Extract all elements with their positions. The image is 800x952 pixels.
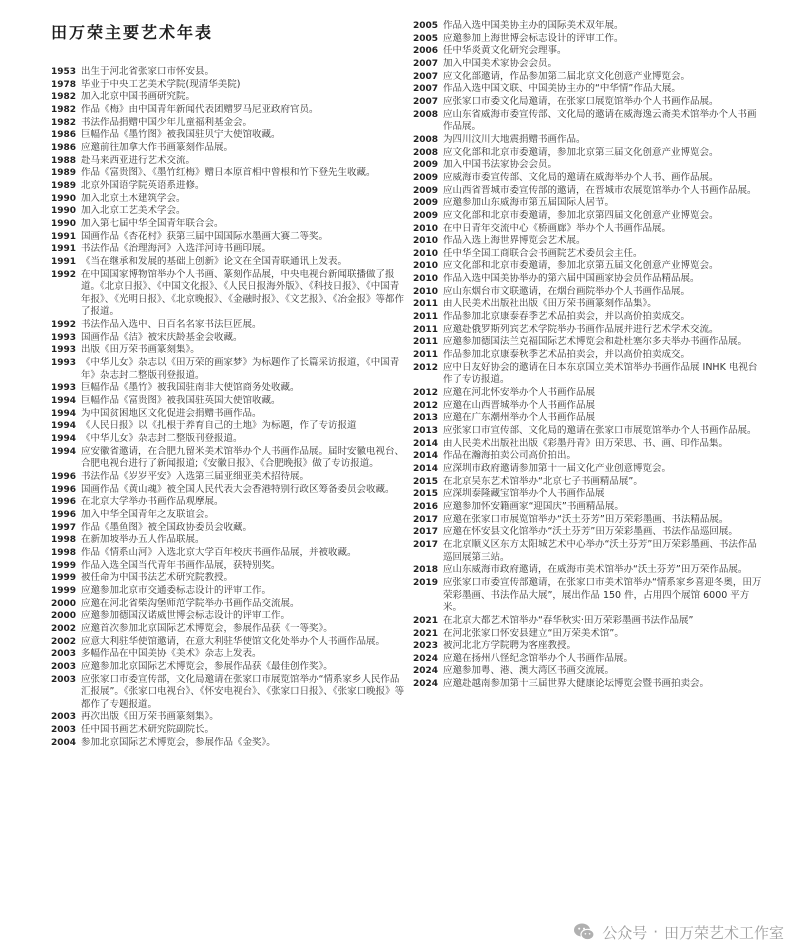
entry-year: 2023	[413, 641, 439, 652]
entry-text: 作品《梅》由中国青年新闻代表团赠罗马尼亚政府官员。	[81, 103, 319, 115]
entry-year: 1993	[51, 332, 77, 343]
chronology-entry	[413, 172, 763, 185]
chronology-entry	[413, 83, 763, 96]
entry-year: 1994	[51, 434, 77, 445]
entry-text: 应邀参加怀安籍画家“迎国庆”书画精品展。	[443, 500, 624, 512]
chronology-entry	[51, 598, 407, 611]
entry-text: 北京外国语学院英语系进修。	[81, 179, 205, 191]
entry-year: 2010	[413, 286, 439, 297]
entry-text: 应安徽省邀请，在合肥九留米美术馆举办个人书画作品展。届时安徽电视台、合肥电视台进行了新闻报道;《安徽日报》、《合肥晚报》做了专访报道。	[81, 445, 405, 470]
watermark-separator: ·	[653, 923, 658, 941]
entry-text: 加入第七届中华全国青年联合会。	[81, 217, 224, 229]
entry-text: 在中国国家博物馆举办个人书画、篆刻作品展，中央电视台新闻联播做了报道。《北京日报》、《中国文化报》、《人民日报海外版》、《科技日报》、《中国青年报》、《光明日报》、《北京晚报》、《金融时报》、《文艺报》、《冶金报》等都作了报道。	[81, 268, 405, 318]
entry-year: 2009	[413, 185, 439, 196]
entry-year: 2010	[413, 223, 439, 234]
chronology-entry	[413, 197, 763, 210]
entry-year: 2014	[413, 438, 439, 449]
entry-text: 作品入选全国当代青年书画作品展，获特别奖。	[81, 559, 281, 571]
chronology-entry	[51, 205, 407, 218]
entry-text: 作品参加北京康泰秋季艺术品拍卖会，并以高价拍卖成交。	[443, 349, 691, 361]
chronology-entry	[51, 408, 407, 421]
chronology-entry	[51, 66, 407, 79]
entry-text: 应邀首次参加北京国际艺术博览会，参展作品获《一等奖》。	[81, 622, 333, 634]
chronology-entry	[51, 243, 407, 256]
entry-text: 应文化部邀请，作品参加第二届北京文化创意产业博览会。	[443, 70, 691, 82]
chronology-entry	[51, 623, 407, 636]
entry-text: 作品在瀚海拍卖公司高价拍出。	[443, 450, 577, 462]
entry-text: 多幅作品在中国美协《美术》杂志上发表。	[81, 648, 262, 660]
entry-year: 2003	[51, 674, 77, 685]
entry-year: 1986	[51, 142, 77, 153]
chronology-entry	[51, 382, 407, 395]
chronology-entry	[413, 298, 763, 311]
entry-year: 2002	[51, 636, 77, 647]
chronology-entry	[51, 155, 407, 168]
entry-year: 1998	[51, 535, 77, 546]
entry-year: 1993	[51, 358, 77, 369]
entry-year: 2013	[413, 426, 439, 436]
entry-text: 国画作品《黄山魂》被全国人民代表大会香港特别行政区筹备委员会收藏。	[81, 483, 395, 495]
entry-text: 书法作品《岁岁平安》入选第三届亚细亚美术招待展。	[81, 471, 310, 482]
entry-text: 应邀在河北怀安举办个人书画作品展	[443, 387, 596, 399]
entry-text: 应邀在山西晋城举办个人书画作品展	[443, 399, 596, 411]
chronology-entry	[413, 20, 763, 33]
chronology-entry	[51, 446, 407, 471]
entry-year: 2017	[413, 539, 439, 550]
entry-year: 2013	[413, 413, 439, 424]
entry-year: 1989	[51, 180, 77, 191]
entry-text: 应文化部和北京市委邀请，参加北京第五届文化创意产业博览会。	[443, 260, 719, 272]
entry-year: 2017	[413, 514, 439, 525]
entry-year: 2008	[413, 109, 439, 120]
chronology-entry	[413, 273, 763, 286]
entry-text: 作品《墨鱼图》被全国政协委员会收藏。	[81, 521, 253, 533]
chronology-right-column	[413, 20, 763, 691]
entry-text: 在北京顺义区东方太阳城艺术中心举办“沃土芬芳”田万荣彩墨画、书法作品巡回展第三站。	[443, 538, 757, 563]
entry-text: 应邀前往加拿大作书画篆刻作品展。	[81, 141, 234, 153]
chronology-entry	[413, 665, 763, 678]
entry-text: 由人民美术出版社出版《田万荣书画篆刻作品集》。	[443, 298, 657, 310]
entry-year: 2010	[413, 248, 439, 259]
entry-text: 应文化部和北京市委邀请，参加北京第三届文化创意产业博览会。	[443, 146, 719, 158]
chronology-entry	[413, 147, 763, 160]
entry-text: 应意大利驻华使馆邀请，在意大利驻华使馆文化处举办个人书画作品展。	[81, 635, 386, 647]
entry-text: 在北京大都艺术馆举办“春华秋实·田万荣彩墨画书法作品展”	[443, 614, 694, 626]
entry-text: 作品入选中国美协主办的国际美术双年展。	[443, 20, 624, 31]
entry-text: 任中华全国工商联合会书画院艺术委员会主任。	[443, 247, 643, 259]
entry-text: 应张家口市委宣传部邀请，在张家口市美术馆举办“情系家乡喜迎冬奥，田万荣彩墨画、书法作品大展”，展出作品 150 件，占用四个展馆 6000 平方米。	[443, 576, 762, 614]
chronology-entry	[51, 737, 407, 750]
chronology-entry	[51, 711, 407, 724]
chronology-entry	[51, 104, 407, 117]
entry-year: 2000	[51, 598, 77, 609]
chronology-entry	[51, 522, 407, 535]
chronology-entry	[51, 560, 407, 573]
entry-text: 应文化部和北京市委邀请，参加北京第四届文化创意产业博览会。	[443, 209, 719, 221]
entry-text: 被任命为中国书法艺术研究院教授。	[81, 572, 234, 584]
entry-text: 巨幅作品《墨竹图》被我国驻贝宁大使馆收藏。	[81, 129, 281, 141]
entry-year: 2017	[413, 527, 439, 538]
entry-year: 2014	[413, 463, 439, 474]
chronology-entry	[51, 471, 407, 484]
entry-year: 2015	[413, 476, 439, 487]
entry-year: 2003	[51, 725, 77, 736]
chronology-entry	[51, 484, 407, 497]
chronology-entry	[51, 661, 407, 674]
entry-year: 1999	[51, 573, 77, 584]
entry-year: 2011	[413, 299, 439, 310]
entry-year: 2010	[413, 236, 439, 247]
entry-year: 2011	[413, 337, 439, 348]
chronology-entry	[413, 336, 763, 349]
entry-year: 1991	[51, 231, 77, 242]
entry-year: 2011	[413, 324, 439, 335]
entry-text: 毕业于中央工艺美术学院(现清华美院)	[81, 78, 241, 90]
chronology-entry	[413, 134, 763, 147]
wechat-icon	[572, 920, 596, 944]
entry-year: 1990	[51, 206, 77, 217]
entry-text: 任中华炎黄文化研究会理事。	[443, 45, 567, 57]
chronology-entry	[51, 332, 407, 345]
entry-year: 1990	[51, 193, 77, 204]
entry-text: 应山东烟台市文联邀请，在烟台画院举办个人书画作品展。	[443, 285, 691, 297]
entry-year: 2008	[413, 134, 439, 145]
entry-text: 应张家口市委宣传部，文化局邀请在张家口市展览馆举办“情系家乡人民作品汇报展”。《张家口电视台》、《怀安电视台》、《张家口日报》、《张家口晚报》等都作了专题报道。	[81, 673, 405, 710]
page-title: 田万荣主要艺术年表	[51, 23, 214, 42]
chronology-entry	[51, 496, 407, 509]
chronology-entry	[413, 45, 763, 58]
entry-text: 为四川汶川大地震捐赠书画作品。	[443, 133, 586, 145]
entry-text: 书法作品《治理海河》入选洋河诗书画印展。	[81, 243, 272, 255]
entry-year: 2007	[413, 84, 439, 95]
chronology-entry	[51, 547, 407, 560]
entry-text: 加入北京中国书画研究院。	[81, 91, 196, 103]
entry-year: 1978	[51, 79, 77, 90]
entry-text: 加入北京工艺美术学会。	[81, 205, 186, 217]
entry-text: 作品入选上海世界博览会艺术展。	[443, 235, 586, 247]
entry-year: 2010	[413, 261, 439, 272]
entry-text: 作品《情系山河》入选北京大学百年校庆书画作品展，并被收藏。	[81, 546, 357, 558]
entry-text: 应邀参加北京市交通委标志设计的评审工作。	[81, 584, 272, 596]
chronology-entry	[51, 509, 407, 522]
watermark-account: 田万荣艺术工作室	[663, 923, 784, 942]
entry-year: 1993	[51, 383, 77, 394]
chronology-entry	[413, 311, 763, 324]
entry-year: 2014	[413, 451, 439, 462]
chronology-entry	[413, 223, 763, 236]
chronology-entry	[51, 610, 407, 623]
chronology-entry	[51, 420, 407, 433]
entry-text: 《当在继承和发展的基础上创新》论文在全国青联通讯上发表。	[81, 255, 348, 267]
entry-year: 1992	[51, 320, 77, 331]
entry-text: 应张家口市宣传部、文化局的邀请在张家口市展览馆举办个人书画作品展。	[443, 425, 757, 436]
entry-year: 1982	[51, 92, 77, 103]
chronology-entry	[51, 269, 407, 320]
chronology-entry	[51, 534, 407, 547]
chronology-entry	[413, 501, 763, 514]
chronology-entry	[413, 109, 763, 134]
chronology-entry	[51, 231, 407, 244]
entry-text: 在中日青年交流中心《桥画廊》举办个人书画作品展。	[443, 222, 672, 234]
entry-year: 2015	[413, 489, 439, 500]
entry-text: 应邀赴越南参加第十三届世界大健康论坛博览会暨书画拍卖会。	[443, 678, 710, 690]
entry-text: 加入中国美术家协会会员。	[443, 57, 558, 69]
chronology-entry	[51, 319, 407, 332]
entry-text: 书法作品入选中、日百名名家书法巨匠展。	[81, 319, 262, 331]
entry-text: 作品《富贵图》、《墨竹红梅》赠日本原首相中曾根和竹下登先生收藏。	[81, 167, 376, 179]
entry-year: 2009	[413, 172, 439, 183]
chronology-entry	[51, 344, 407, 357]
entry-year: 2024	[413, 679, 439, 690]
entry-year: 1994	[51, 421, 77, 432]
chronology-entry	[51, 724, 407, 737]
entry-text: 出生于河北省张家口市怀安县。	[81, 66, 215, 77]
entry-text: 巨幅作品《富贵图》被我国驻英国大使馆收藏。	[81, 395, 281, 407]
chronology-entry	[51, 674, 407, 712]
entry-year: 2012	[413, 362, 439, 373]
entry-text: 加入中国书法家协会会员。	[443, 159, 558, 171]
chronology-entry	[51, 357, 407, 382]
entry-year: 2019	[413, 577, 439, 588]
chronology-entry	[413, 235, 763, 248]
entry-year: 1991	[51, 256, 77, 267]
entry-year: 2011	[413, 350, 439, 361]
wechat-watermark	[572, 920, 784, 944]
entry-year: 1996	[51, 472, 77, 482]
entry-year: 2007	[413, 58, 439, 69]
chronology-entry	[51, 193, 407, 206]
entry-year: 1997	[51, 522, 77, 533]
entry-text: 作品入选中国文联、中国美协主办的“中华情”作品大展。	[443, 83, 681, 95]
entry-text: 由人民美术出版社出版《彩墨丹青》田万荣思、书、画、印作品集。	[443, 437, 729, 449]
entry-year: 2009	[413, 160, 439, 171]
entry-year: 2005	[413, 33, 439, 44]
entry-year: 2016	[413, 501, 439, 512]
entry-year: 1996	[51, 509, 77, 520]
chronology-entry	[413, 450, 763, 463]
entry-year: 1996	[51, 484, 77, 495]
chronology-entry	[413, 628, 763, 641]
entry-year: 1993	[51, 345, 77, 356]
entry-text: 国画作品《杏花村》获第三届中国国际水墨画大赛二等奖。	[81, 230, 329, 242]
entry-year: 1986	[51, 130, 77, 141]
chronology-entry	[51, 167, 407, 180]
chronology-entry	[51, 433, 407, 446]
chronology-entry	[413, 33, 763, 46]
chronology-entry	[413, 564, 763, 577]
entry-text: 应威海市委宣传部、文化局的邀请在威海举办个人书、画作品展。	[443, 171, 719, 183]
entry-text: 赴马来西亚进行艺术交流。	[81, 154, 196, 166]
entry-year: 2012	[413, 388, 439, 399]
entry-text: 应深圳市政府邀请参加第十一届文化产业创意博览会。	[443, 462, 672, 474]
chronology-entry	[413, 349, 763, 362]
entry-text: 再次出版《田万荣书画篆刻集》。	[81, 711, 219, 723]
chronology-entry	[413, 412, 763, 425]
entry-year: 1982	[51, 117, 77, 128]
chronology-entry	[413, 159, 763, 172]
entry-year: 2012	[413, 400, 439, 411]
entry-year: 2006	[413, 46, 439, 57]
entry-year: 1992	[51, 269, 77, 280]
chronology-entry	[413, 640, 763, 653]
entry-year: 2010	[413, 274, 439, 285]
chronology-entry	[51, 91, 407, 104]
entry-year: 2024	[413, 666, 439, 677]
chronology-entry	[413, 476, 763, 489]
chronology-entry	[413, 260, 763, 273]
entry-year: 2003	[51, 712, 77, 723]
chronology-entry	[51, 142, 407, 155]
chronology-entry	[413, 71, 763, 84]
entry-text: 作品入选中国美协举办的第六届中国画家协会员作品精品展。	[443, 273, 700, 285]
chronology-entry	[413, 248, 763, 261]
entry-year: 1991	[51, 244, 77, 255]
chronology-entry	[51, 256, 407, 269]
entry-text: 作品参加北京康泰春季艺术品拍卖会，并以高价拍卖成交。	[443, 311, 691, 323]
entry-year: 2018	[413, 565, 439, 576]
entry-text: 加入北京土木建筑学会。	[81, 192, 186, 204]
entry-year: 2008	[413, 147, 439, 158]
chronology-entry	[51, 79, 407, 92]
chronology-entry	[413, 324, 763, 337]
chronology-entry	[413, 387, 763, 400]
entry-text: 应中日友好协会的邀请在日本东京国立美术馆举办书画作品展 INHK 电视台作了专访报道。	[443, 361, 758, 386]
chronology-entry	[413, 463, 763, 476]
entry-text: 应邀在扬州八怪纪念馆举办个人书画作品展。	[443, 652, 634, 664]
chronology-entry	[413, 615, 763, 628]
chronology-entry	[413, 58, 763, 71]
entry-year: 1994	[51, 446, 77, 457]
entry-year: 1999	[51, 560, 77, 571]
chronology-entry	[413, 400, 763, 413]
chronology-entry	[413, 362, 763, 387]
entry-text: 应张家口市委文化局邀请，在张家口展览馆举办个人书画作品展。	[443, 95, 719, 107]
entry-year: 1994	[51, 408, 77, 419]
chronology-entry	[51, 218, 407, 231]
entry-year: 2004	[51, 737, 77, 748]
chronology-entry	[413, 514, 763, 527]
watermark-prefix: 公众号	[602, 923, 648, 942]
entry-text: 应邀在怀安县文化馆举办“沃土芬芳”田万荣彩墨画、书法作品巡回展。	[443, 526, 738, 538]
chronology-entry	[413, 653, 763, 666]
entry-text: 应邀参加德国汉诺威世博会标志设计的评审工作。	[81, 610, 291, 622]
entry-text: 巨幅作品《墨竹》被我国驻南非大使馆商务处收藏。	[81, 382, 300, 394]
entry-text: 《人民日报》以《扎根于养育自己的土地》为标题，作了专访报道	[81, 420, 357, 432]
chronology-entry	[413, 210, 763, 223]
entry-year: 2009	[413, 198, 439, 209]
entry-year: 2005	[413, 21, 439, 31]
chronology-entry	[413, 539, 763, 564]
entry-text: 应邀参加德国法兰克福国际艺术博览会和赴杜塞尔多夫举办书画作品展。	[443, 336, 748, 348]
entry-year: 1982	[51, 104, 77, 115]
entry-text: 在北京大学举办书画作品观摩展。	[81, 496, 224, 508]
chronology-entry	[51, 180, 407, 193]
chronology-entry	[413, 96, 763, 109]
entry-text: 应邀赴俄罗斯列宾艺术学院举办书画作品展并进行艺术学术交流。	[443, 323, 719, 335]
entry-text: 《中华儿女》杂志封二整版刊登报道。	[81, 433, 243, 445]
entry-year: 2009	[413, 210, 439, 221]
entry-text: 《中华儿女》杂志以《田万荣的画家梦》为标题作了长篇采访报道，《中国青年》杂志封二整版刊登报道。	[81, 357, 400, 381]
entry-text: 应山西省晋城市委宣传部的邀请，在晋城市农展览馆举办个人书画作品展。	[443, 184, 757, 196]
entry-text: 应邀在广东潮州举办个人书画作品展	[443, 412, 596, 424]
entry-year: 1953	[51, 67, 77, 77]
entry-text: 参加北京国际艺术博览会，参展作品《金奖》。	[81, 736, 276, 748]
entry-text: 应山东省威海市委宣传部、文化局的邀请在威海逸云斋美术馆举办个人书画作品展。	[443, 108, 757, 133]
entry-year: 1996	[51, 497, 77, 508]
entry-text: 应邀参加粤、港、澳大湾区书画交流展。	[443, 665, 615, 677]
chronology-entry	[51, 395, 407, 408]
entry-year: 2007	[413, 71, 439, 82]
entry-text: 为中国贫困地区文化促进会捐赠书画作品。	[81, 407, 262, 419]
chronology-entry	[413, 425, 763, 438]
entry-text: 书法作品捐赠中国少年儿童福利基金会。	[81, 116, 253, 128]
chronology-entry	[51, 129, 407, 142]
entry-text: 加入中华全国青年之友联谊会。	[81, 508, 215, 520]
entry-text: 应山东威海市政府邀请，在威海市美术馆举办“沃土芬芳”田万荣作品展。	[443, 564, 748, 576]
chronology-entry	[51, 585, 407, 598]
chronology-entry	[413, 488, 763, 501]
entry-year: 1990	[51, 218, 77, 229]
chronology-entry	[51, 636, 407, 649]
chronology-entry	[51, 648, 407, 661]
entry-year: 2003	[51, 649, 77, 660]
chronology-entry	[413, 577, 763, 615]
entry-year: 1994	[51, 396, 77, 407]
entry-year: 2000	[51, 611, 77, 622]
chronology-entry	[413, 526, 763, 539]
entry-text: 在新加坡举办五人作品联展。	[81, 534, 205, 546]
entry-year: 2021	[413, 615, 439, 626]
chronology-entry	[51, 117, 407, 130]
chronology-entry	[413, 678, 763, 691]
chronology-entry	[413, 438, 763, 451]
entry-text: 在北京吴东艺术馆举办“北京七子书画精品展”。	[443, 475, 643, 487]
entry-text: 应深圳泰隆藏宝馆举办个人书画作品展	[443, 488, 605, 500]
entry-year: 2021	[413, 628, 439, 639]
entry-text: 被河北北方学院聘为客座教授。	[443, 640, 577, 652]
entry-text: 国画作品《洁》被宋庆龄基金会收藏。	[81, 331, 243, 343]
entry-year: 2002	[51, 623, 77, 634]
entry-text: 应邀在河北省柴沟堡师范学院举办书画作品交流展。	[81, 597, 300, 609]
entry-text: 任中国书画艺术研究院副院长。	[81, 724, 215, 736]
entry-year: 2024	[413, 653, 439, 664]
entry-text: 出版《田万荣书画篆刻集》。	[81, 344, 200, 356]
entry-year: 2007	[413, 96, 439, 107]
entry-text: 应邀参加山东威海市第五届国际人居节。	[443, 197, 615, 209]
entry-year: 1988	[51, 155, 77, 166]
entry-year: 1998	[51, 547, 77, 558]
chronology-entry	[413, 286, 763, 299]
entry-text: 应邀参加北京国际艺术博览会，参展作品获《最佳创作奖》。	[81, 660, 333, 672]
entry-year: 1989	[51, 168, 77, 179]
entry-year: 2011	[413, 312, 439, 323]
entry-text: 在河北张家口怀安县建立“田万荣美术馆”。	[443, 627, 624, 639]
chronology-entry	[413, 185, 763, 198]
entry-text: 应邀参加上海世博会标志设计的评审工作。	[443, 32, 624, 44]
entry-year: 1999	[51, 585, 77, 596]
entry-text: 应邀在张家口市展览馆举办“沃土芬芳”田万荣彩墨画、书法精品展。	[443, 513, 729, 525]
chronology-left-column	[51, 66, 407, 749]
entry-year: 2003	[51, 661, 77, 672]
chronology-entry	[51, 572, 407, 585]
